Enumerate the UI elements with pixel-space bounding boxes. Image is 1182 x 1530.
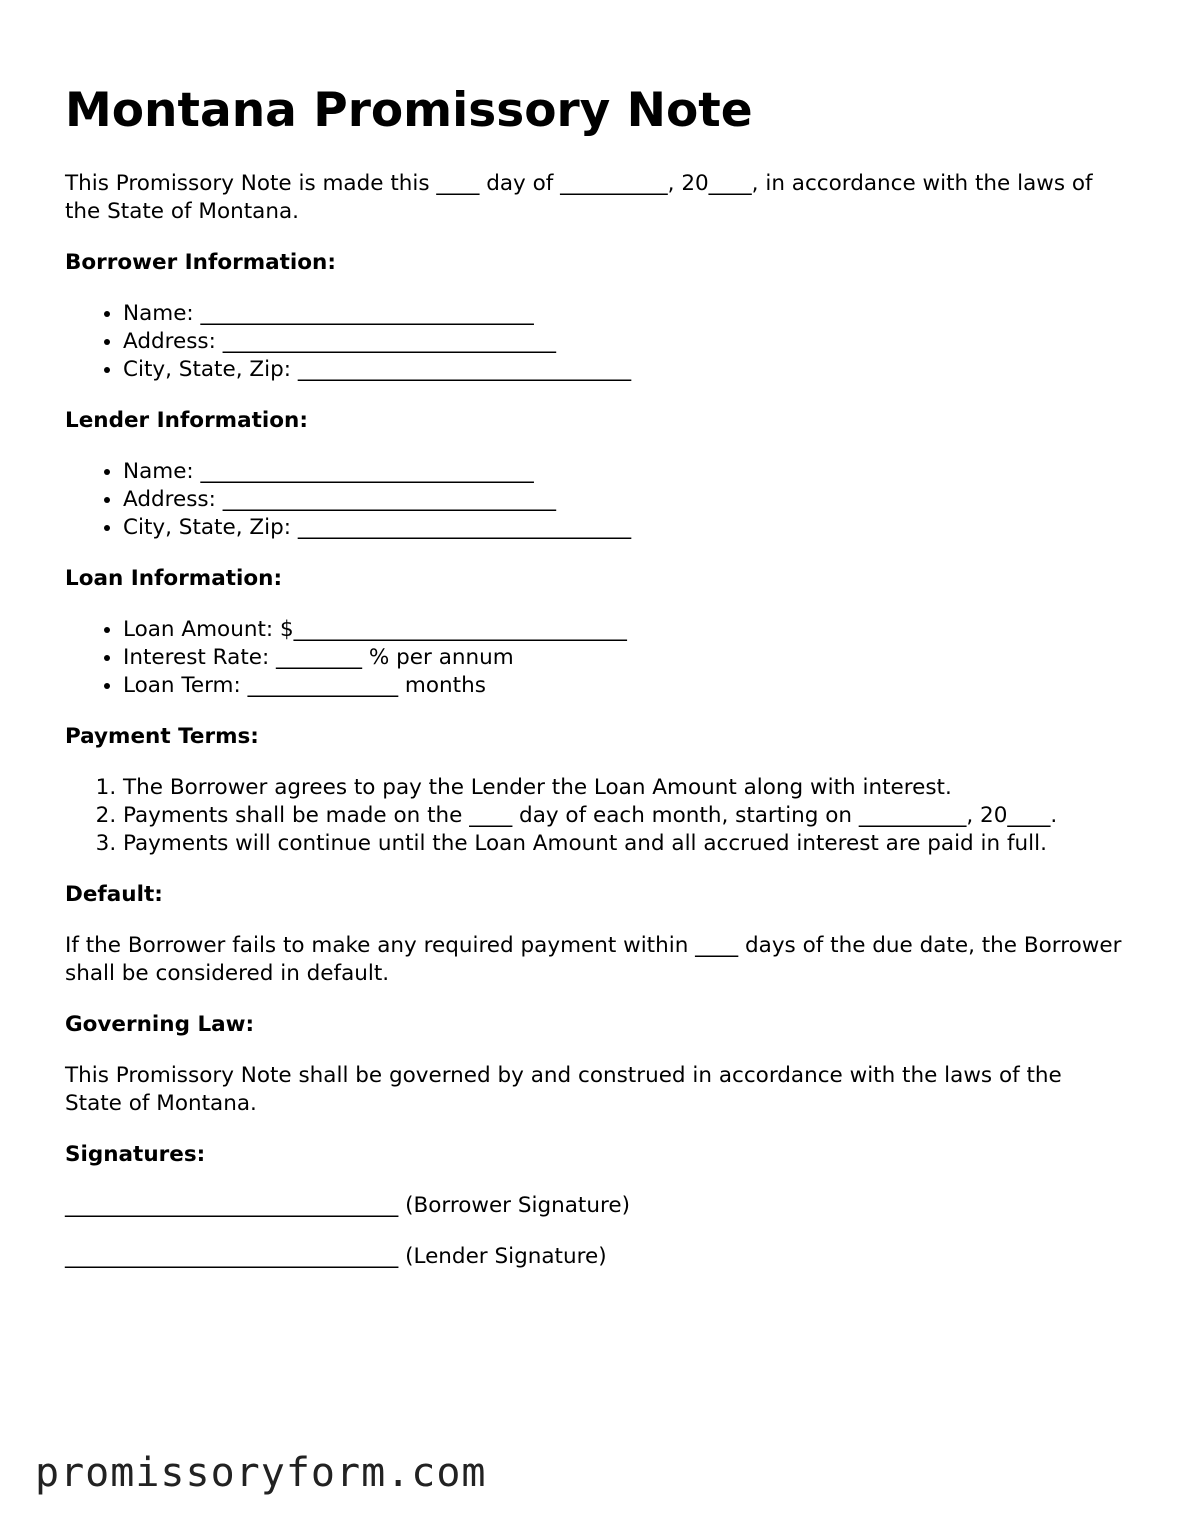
lender-heading: Lender Information: xyxy=(65,408,308,433)
loan-term-field: • Loan Term: ______________ months xyxy=(123,672,1125,700)
borrower-heading: Borrower Information: xyxy=(65,250,336,275)
borrower-name-field: • Name: _______________________________ xyxy=(123,300,1125,328)
signatures-heading: Signatures: xyxy=(65,1142,206,1167)
document-title: Montana Promissory Note xyxy=(65,83,753,138)
borrower-signature-line: _______________________________ (Borrower Signature) xyxy=(65,1193,630,1218)
payment-heading: Payment Terms: xyxy=(65,724,259,749)
lender-address-field: • Address: _______________________________ xyxy=(123,486,1125,514)
borrower-address-field: • Address: _______________________________ xyxy=(123,328,1125,356)
interest-rate-field: • Interest Rate: ________ % per annum xyxy=(123,644,1125,672)
governing-law-paragraph: This Promissory Note shall be governed by and construed in accordance with the laws of the State of Montana. xyxy=(65,1063,1062,1116)
payment-term-2: 2. Payments shall be made on the ____ day of each month, starting on __________, 20____. xyxy=(123,802,1125,830)
lender-list xyxy=(65,458,1125,542)
borrower-list xyxy=(65,300,1125,384)
document-page xyxy=(65,82,1125,1294)
site-watermark: promissoryform.com xyxy=(35,1450,487,1496)
loan-amount-field: • Loan Amount: $_______________________________ xyxy=(123,616,1125,644)
default-paragraph: If the Borrower fails to make any required payment within ____ days of the due date, the Borrower shall be considered in default. xyxy=(65,933,1122,986)
lender-city-field: • City, State, Zip: _______________________________ xyxy=(123,514,1125,542)
loan-list xyxy=(65,616,1125,700)
payment-list xyxy=(65,774,1125,858)
loan-heading: Loan Information: xyxy=(65,566,283,591)
intro-paragraph: This Promissory Note is made this ____ day of __________, 20____, in accordance with the laws of the State of Montana. xyxy=(65,171,1093,224)
governing-law-heading: Governing Law: xyxy=(65,1012,255,1037)
lender-signature-line: _______________________________ (Lender Signature) xyxy=(65,1244,607,1269)
lender-name-field: • Name: _______________________________ xyxy=(123,458,1125,486)
payment-term-1: 1. The Borrower agrees to pay the Lender the Loan Amount along with interest. xyxy=(123,774,1125,802)
borrower-city-field: • City, State, Zip: _______________________________ xyxy=(123,356,1125,384)
default-heading: Default: xyxy=(65,882,163,907)
payment-term-3: 3. Payments will continue until the Loan Amount and all accrued interest are paid in full. xyxy=(123,830,1125,858)
